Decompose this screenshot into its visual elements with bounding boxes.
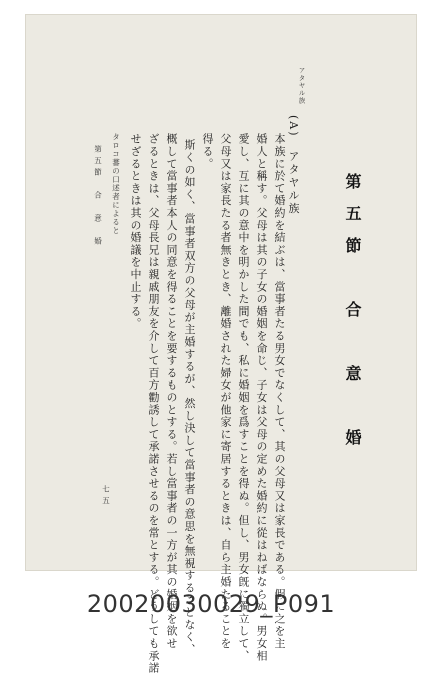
running-head: 第五節 合 意 婚 xyxy=(93,145,103,249)
informant-note: タロコ蕃の口述者によると xyxy=(111,133,121,235)
body-column-8: ざるときは、父母長兄は親戚朋友を介して百方勸誘して承諾させるのを常とする。どうしても承諾 xyxy=(147,133,160,674)
body-column-1: 本族に於て婚約を結ぶは、當事者たる男女でなくして、其の父母又は家長である。假に之を主 xyxy=(273,133,286,650)
body-column-7: 概して當事者本人の同意を得ることを要するものとする。若し當事者の一方が其の婚姻を欲せ xyxy=(165,133,178,650)
page-number: 七五 xyxy=(101,485,111,508)
body-column-5: 得る。 xyxy=(201,133,214,170)
body-column-9: せざるときは其の婚議を中止する。 xyxy=(129,133,142,330)
body-column-4: 父母又は家長たる者無きとき、離婚された婦女が他家に寄居するときは、自ら主婚たることを xyxy=(219,133,232,650)
body-column-2: 婚人と稱す。父母は其の子女の婚姻を命じ、子女は父母の定めた婚約に從はねばならぬ。男女相 xyxy=(255,133,268,662)
ruby-annotation: アタヤル族 xyxy=(297,67,306,105)
body-column-6: 斯くの如く、當事者双方の父母が主婚するが、然し決して當事者の意思を無視することなく、 xyxy=(183,139,196,656)
subheading: (A) アタヤル族 xyxy=(287,115,300,216)
image-id-caption: 20020030029_P091 xyxy=(86,590,336,618)
body-column-3: 愛し、互に其の意中を明かした間でも、私に婚姻を爲すことを得ぬ。但し、男女旣に獨立して、 xyxy=(237,133,250,662)
section-title: 第五節 合 意 婚 xyxy=(343,173,362,461)
